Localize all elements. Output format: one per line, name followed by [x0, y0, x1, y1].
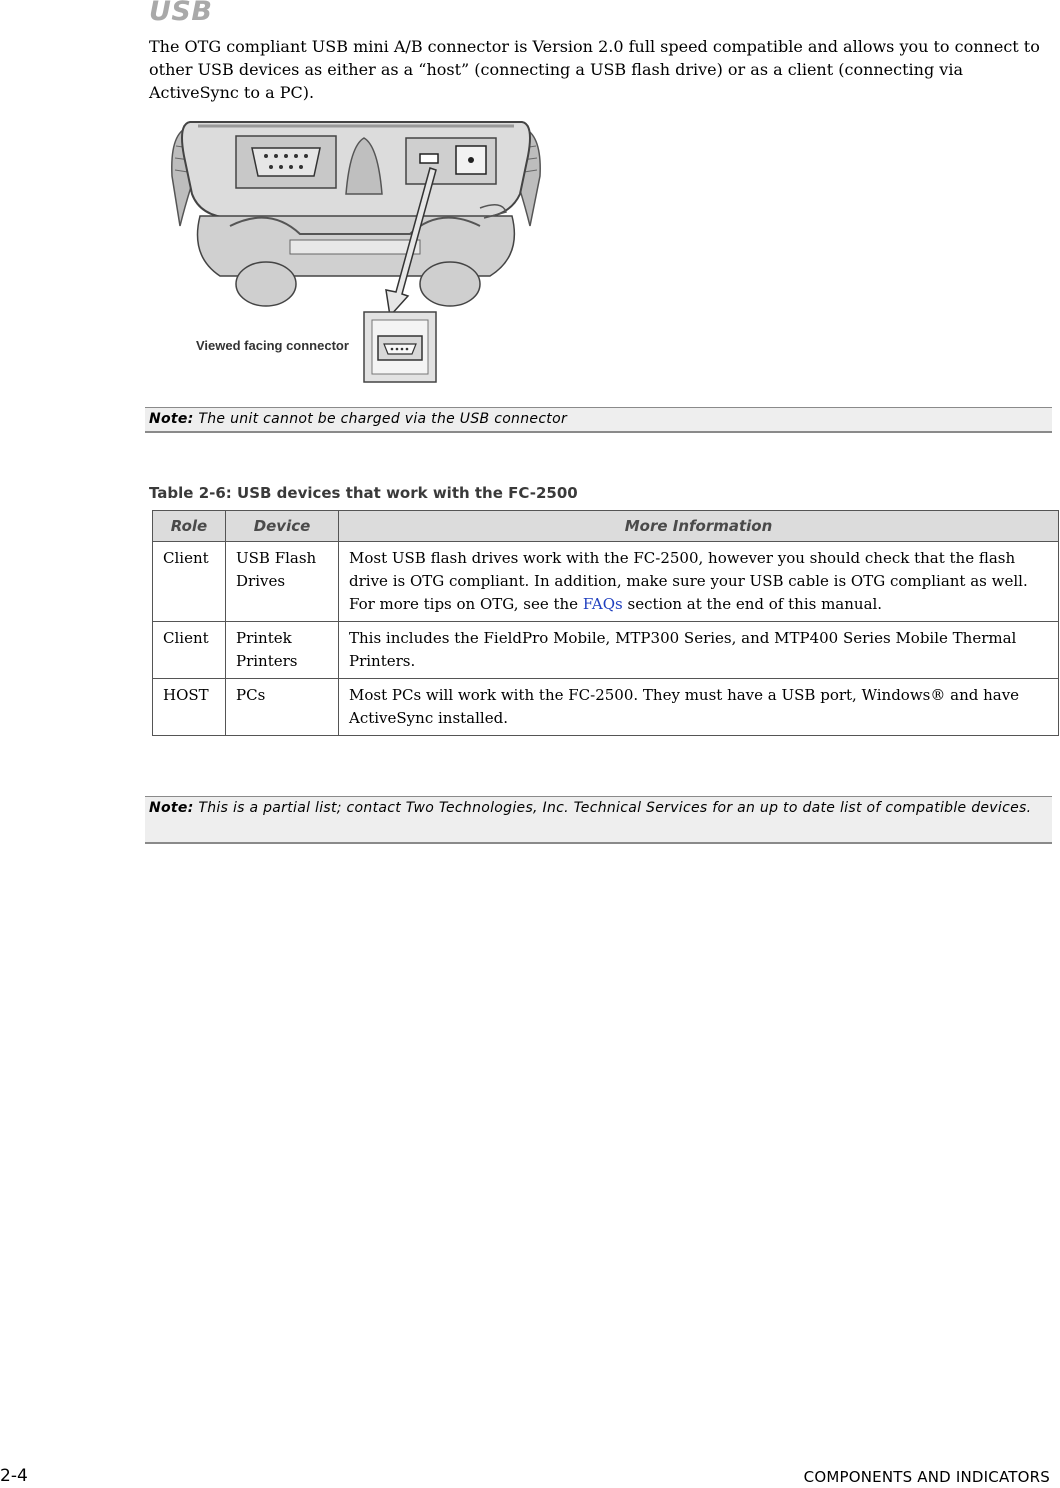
note-usb-charging [145, 407, 1052, 433]
header-device: Device [226, 511, 339, 542]
chapter-title: COMPONENTS AND INDICATORS [803, 1468, 1050, 1486]
role-cell: Client [153, 542, 226, 622]
role-cell: Client [153, 622, 226, 679]
faqs-link[interactable]: FAQs [582, 595, 623, 613]
header-role: Role [153, 511, 226, 542]
info-text: Most USB flash drives work with the FC-2500, however you should check that the flash drive is OTG compliant. In addition, make sure your USB cable is OTG compliant as well. For more tips on OTG, see the [349, 549, 1028, 613]
table-row [153, 542, 1059, 622]
header-more-information: More Information [339, 511, 1059, 542]
device-cell: PCs [226, 679, 339, 736]
figure-caption: Viewed facing connector [196, 338, 349, 353]
table-row [153, 622, 1059, 679]
role-cell: HOST [153, 679, 226, 736]
info-cell: Most PCs will work with the FC-2500. They must have a USB port, Windows® and have ActiveSync installed. [339, 679, 1059, 736]
note-label: Note: [149, 411, 194, 427]
page-number: 2-4 [0, 1466, 28, 1486]
section-title: USB [149, 0, 213, 27]
note-text: The unit cannot be charged via the USB connector [198, 411, 568, 427]
device-cell: USB Flash Drives [226, 542, 339, 622]
note-partial-list [145, 796, 1052, 844]
device-bottom-illustration [150, 116, 560, 392]
table-caption: Table 2-6: USB devices that work with the FC-2500 [149, 484, 578, 502]
info-text: section at the end of this manual. [622, 595, 883, 613]
intro-paragraph: The OTG compliant USB mini A/B connector is Version 2.0 full speed compatible and allows you to connect to other USB devices as either as a “host” (connecting a USB flash drive) or as a client (connecting via ActiveSync to a PC). [149, 37, 1040, 102]
table-row [153, 679, 1059, 736]
usb-devices-table [152, 510, 1059, 736]
info-cell: This includes the FieldPro Mobile, MTP300 Series, and MTP400 Series Mobile Thermal Printers. [339, 622, 1059, 679]
table-header-row [153, 511, 1059, 542]
usb-connector-figure [150, 116, 560, 392]
device-cell: Printek Printers [226, 622, 339, 679]
info-cell [339, 542, 1059, 622]
note-text: This is a partial list; contact Two Technologies, Inc. Technical Services for an up to date list of compatible devices. [198, 800, 1032, 816]
note-label: Note: [149, 800, 194, 816]
